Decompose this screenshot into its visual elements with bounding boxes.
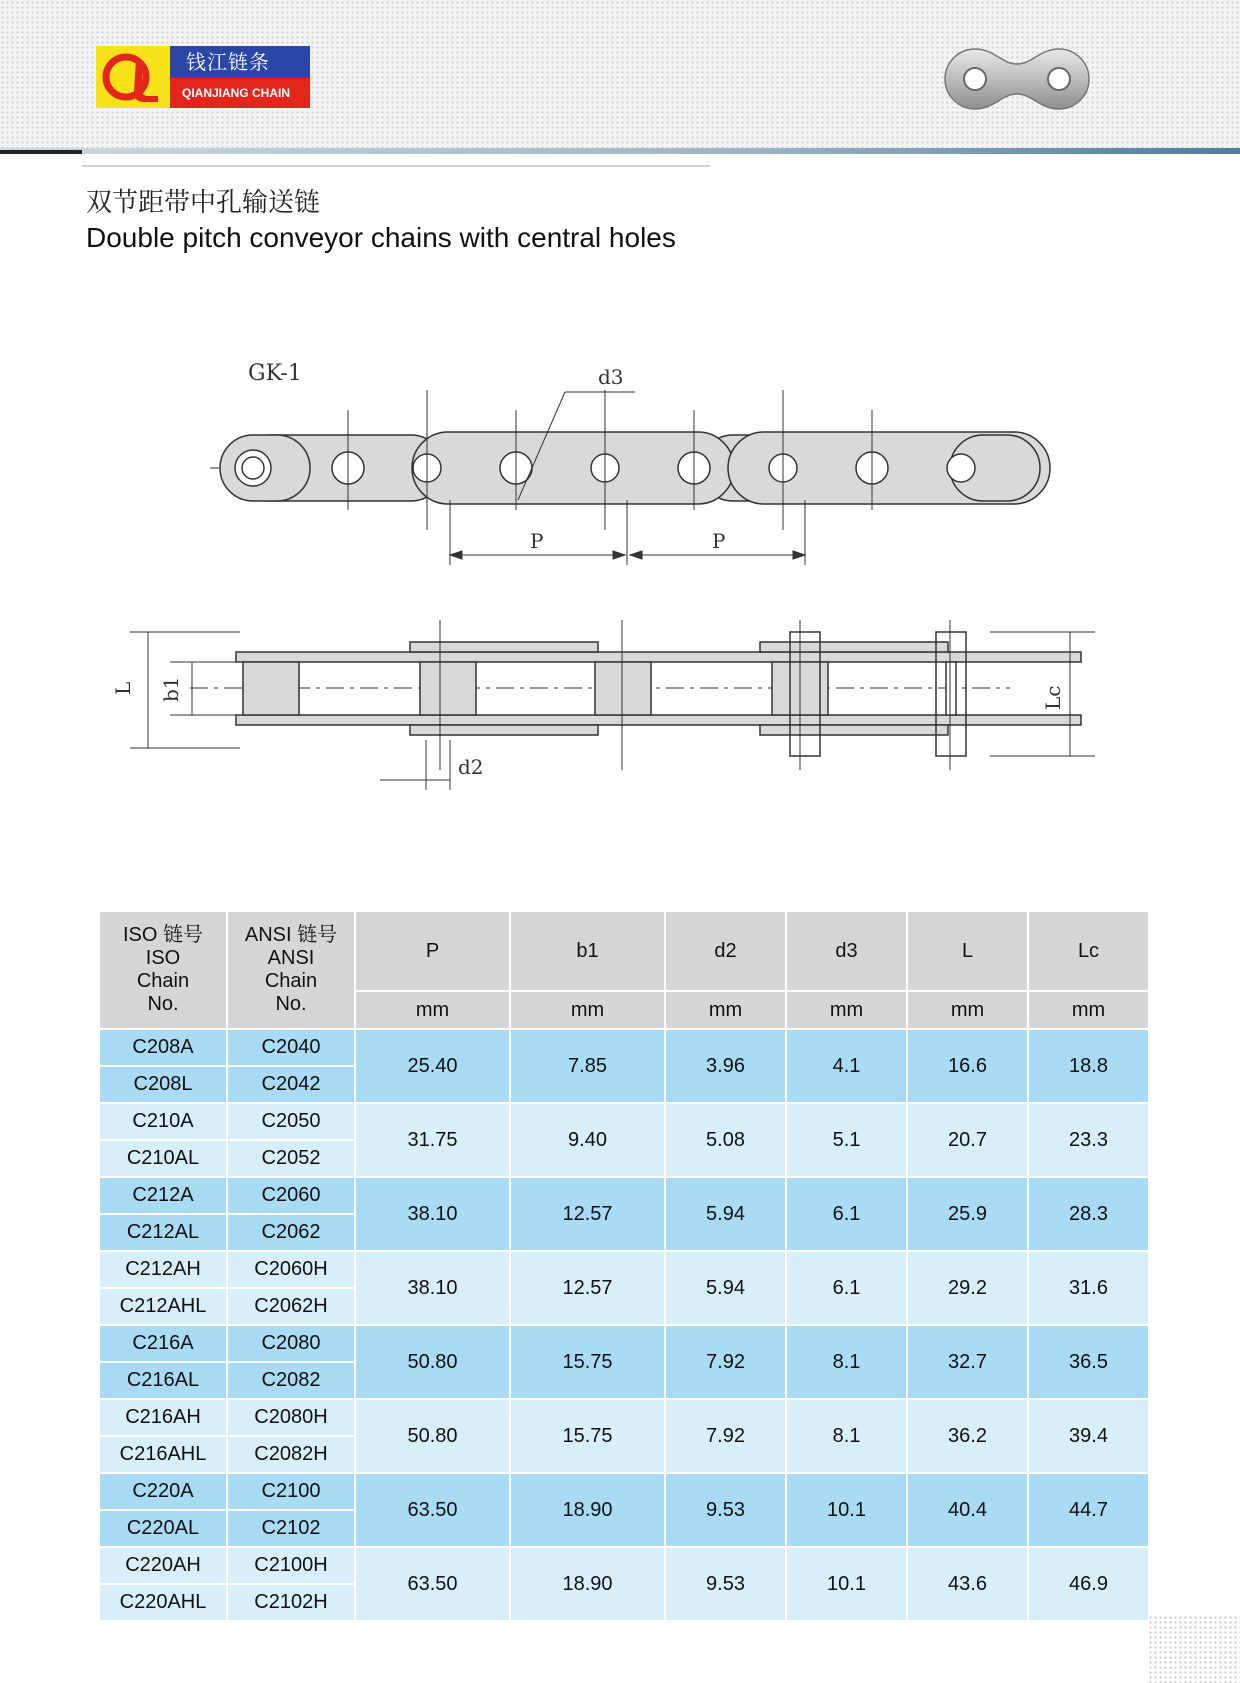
ansi-chain-no: C2080H	[254, 1406, 328, 1428]
header-iso-chain-no: ISO 链号 ISO Chain No.	[100, 912, 226, 1028]
table-row	[100, 1400, 1148, 1435]
title-rule	[82, 165, 710, 167]
value-L: 40.4	[948, 1498, 987, 1521]
value-b1: 12.57	[562, 1202, 613, 1225]
unit-p: mm	[356, 992, 509, 1028]
dim-d3-label: d3	[598, 365, 624, 389]
chain-side-view	[190, 620, 1081, 770]
ansi-chain-no: C2100H	[254, 1554, 328, 1576]
ansi-chain-no: C2052	[261, 1147, 321, 1169]
chain-top-view	[210, 390, 1050, 530]
unit-d2: mm	[666, 992, 785, 1028]
ansi-chain-no: C2062H	[254, 1295, 328, 1317]
value-b1: 9.40	[568, 1128, 607, 1151]
iso-chain-no: C216AL	[126, 1369, 200, 1391]
iso-chain-no: C208A	[132, 1036, 194, 1058]
value-Lc: 23.3	[1069, 1128, 1108, 1151]
iso-chain-no: C212AHL	[119, 1295, 207, 1317]
table-row	[100, 1178, 1148, 1213]
table-row	[100, 1548, 1148, 1583]
value-Lc: 44.7	[1069, 1498, 1108, 1521]
value-L: 32.7	[948, 1350, 987, 1373]
value-L: 16.6	[948, 1054, 987, 1077]
ansi-chain-no: C2080	[261, 1332, 321, 1354]
value-L: 36.2	[948, 1424, 987, 1447]
value-d2: 9.53	[706, 1498, 745, 1521]
value-p: 25.40	[407, 1054, 458, 1077]
dim-p2-label: P	[712, 529, 726, 553]
iso-chain-no: C220AH	[125, 1554, 201, 1576]
value-d3: 5.1	[832, 1128, 861, 1151]
ansi-chain-no: C2050	[261, 1110, 321, 1132]
header-L: L	[908, 912, 1027, 990]
value-b1: 7.85	[568, 1054, 607, 1077]
header-b1: b1	[511, 912, 664, 990]
iso-chain-no: C210AL	[126, 1147, 200, 1169]
dim-d2-label: d2	[458, 755, 484, 779]
brand-logo	[96, 46, 310, 108]
spec-table	[98, 910, 1150, 1622]
value-d3: 10.1	[827, 1498, 866, 1521]
value-d3: 4.1	[832, 1054, 861, 1077]
value-p: 38.10	[407, 1202, 458, 1225]
table-row	[100, 1326, 1148, 1361]
value-b1: 12.57	[562, 1276, 613, 1299]
value-p: 63.50	[407, 1498, 458, 1521]
value-L: 25.9	[948, 1202, 987, 1225]
iso-chain-no: C212AL	[126, 1221, 200, 1243]
brand-name-cn: 钱江链条	[170, 46, 310, 78]
ansi-chain-no: C2102H	[254, 1591, 328, 1613]
header-ansi-chain-no: ANSI 链号 ANSI Chain No.	[228, 912, 354, 1028]
value-d2: 5.94	[706, 1276, 745, 1299]
iso-chain-no: C220AHL	[119, 1591, 207, 1613]
value-p: 50.80	[407, 1350, 458, 1373]
value-d2: 5.08	[706, 1128, 745, 1151]
value-Lc: 39.4	[1069, 1424, 1108, 1447]
value-Lc: 28.3	[1069, 1202, 1108, 1225]
value-b1: 18.90	[562, 1572, 613, 1595]
value-d2: 5.94	[706, 1202, 745, 1225]
value-d2: 3.96	[706, 1054, 745, 1077]
brand-name-en: QIANJIANG CHAIN	[170, 78, 310, 108]
iso-chain-no: C212AH	[125, 1258, 201, 1280]
header-d3: d3	[787, 912, 906, 990]
iso-chain-no: C220AL	[126, 1517, 200, 1539]
value-L: 43.6	[948, 1572, 987, 1595]
table-row	[100, 1252, 1148, 1287]
value-Lc: 31.6	[1069, 1276, 1108, 1299]
header-Lc: Lc	[1029, 912, 1148, 990]
table-row	[100, 1104, 1148, 1139]
header-divider	[0, 148, 1240, 154]
value-b1: 18.90	[562, 1498, 613, 1521]
iso-chain-no: C208L	[133, 1073, 193, 1095]
ansi-chain-no: C2082H	[254, 1443, 328, 1465]
dim-L-label: L	[111, 681, 135, 695]
iso-chain-no: C220A	[132, 1480, 194, 1502]
value-d3: 10.1	[827, 1572, 866, 1595]
ansi-chain-no: C2042	[261, 1073, 321, 1095]
iso-chain-no: C216AHL	[119, 1443, 207, 1465]
ansi-chain-no: C2062	[261, 1221, 321, 1243]
ansi-chain-no: C2040	[261, 1036, 321, 1058]
brand-logo-mark	[96, 46, 170, 108]
unit-L: mm	[908, 992, 1027, 1028]
value-Lc: 36.5	[1069, 1350, 1108, 1373]
value-d2: 7.92	[706, 1350, 745, 1373]
page-title-cn: 双节距带中孔输送链	[86, 188, 321, 218]
value-Lc: 46.9	[1069, 1572, 1108, 1595]
value-d3: 8.1	[832, 1424, 861, 1447]
header-p: P	[356, 912, 509, 990]
value-Lc: 18.8	[1069, 1054, 1108, 1077]
header-divider-accent	[0, 150, 82, 154]
iso-chain-no: C216A	[132, 1332, 194, 1354]
unit-Lc: mm	[1029, 992, 1148, 1028]
iso-chain-no: C216AH	[125, 1406, 201, 1428]
drawing-label: GK-1	[248, 361, 302, 386]
chain-technical-drawing	[110, 350, 1110, 800]
value-L: 20.7	[948, 1128, 987, 1151]
iso-chain-no: C210A	[132, 1110, 194, 1132]
ansi-chain-no: C2100	[261, 1480, 321, 1502]
unit-d3: mm	[787, 992, 906, 1028]
header-d2: d2	[666, 912, 785, 990]
ansi-chain-no: C2060H	[254, 1258, 328, 1280]
value-d3: 8.1	[832, 1350, 861, 1373]
value-b1: 15.75	[562, 1424, 613, 1447]
ansi-chain-no: C2082	[261, 1369, 321, 1391]
value-L: 29.2	[948, 1276, 987, 1299]
value-p: 38.10	[407, 1276, 458, 1299]
dim-p1-label: P	[530, 529, 544, 553]
ansi-chain-no: C2060	[261, 1184, 321, 1206]
ansi-chain-no: C2102	[261, 1517, 321, 1539]
value-p: 31.75	[407, 1128, 458, 1151]
value-d3: 6.1	[832, 1276, 861, 1299]
value-d2: 7.92	[706, 1424, 745, 1447]
iso-chain-no: C212A	[132, 1184, 194, 1206]
corner-dot-pattern	[1148, 1615, 1240, 1683]
value-d3: 6.1	[832, 1202, 861, 1225]
dim-Lc-label: Lc	[1041, 685, 1065, 710]
unit-b1: mm	[511, 992, 664, 1028]
table-row	[100, 1474, 1148, 1509]
table-row	[100, 1030, 1148, 1065]
value-p: 50.80	[407, 1424, 458, 1447]
dim-b1-label: b1	[159, 676, 183, 702]
value-d2: 9.53	[706, 1572, 745, 1595]
value-b1: 15.75	[562, 1350, 613, 1373]
value-p: 63.50	[407, 1572, 458, 1595]
chain-link-plate-icon	[942, 46, 1092, 112]
page-title-en: Double pitch conveyor chains with central holes	[86, 222, 676, 253]
